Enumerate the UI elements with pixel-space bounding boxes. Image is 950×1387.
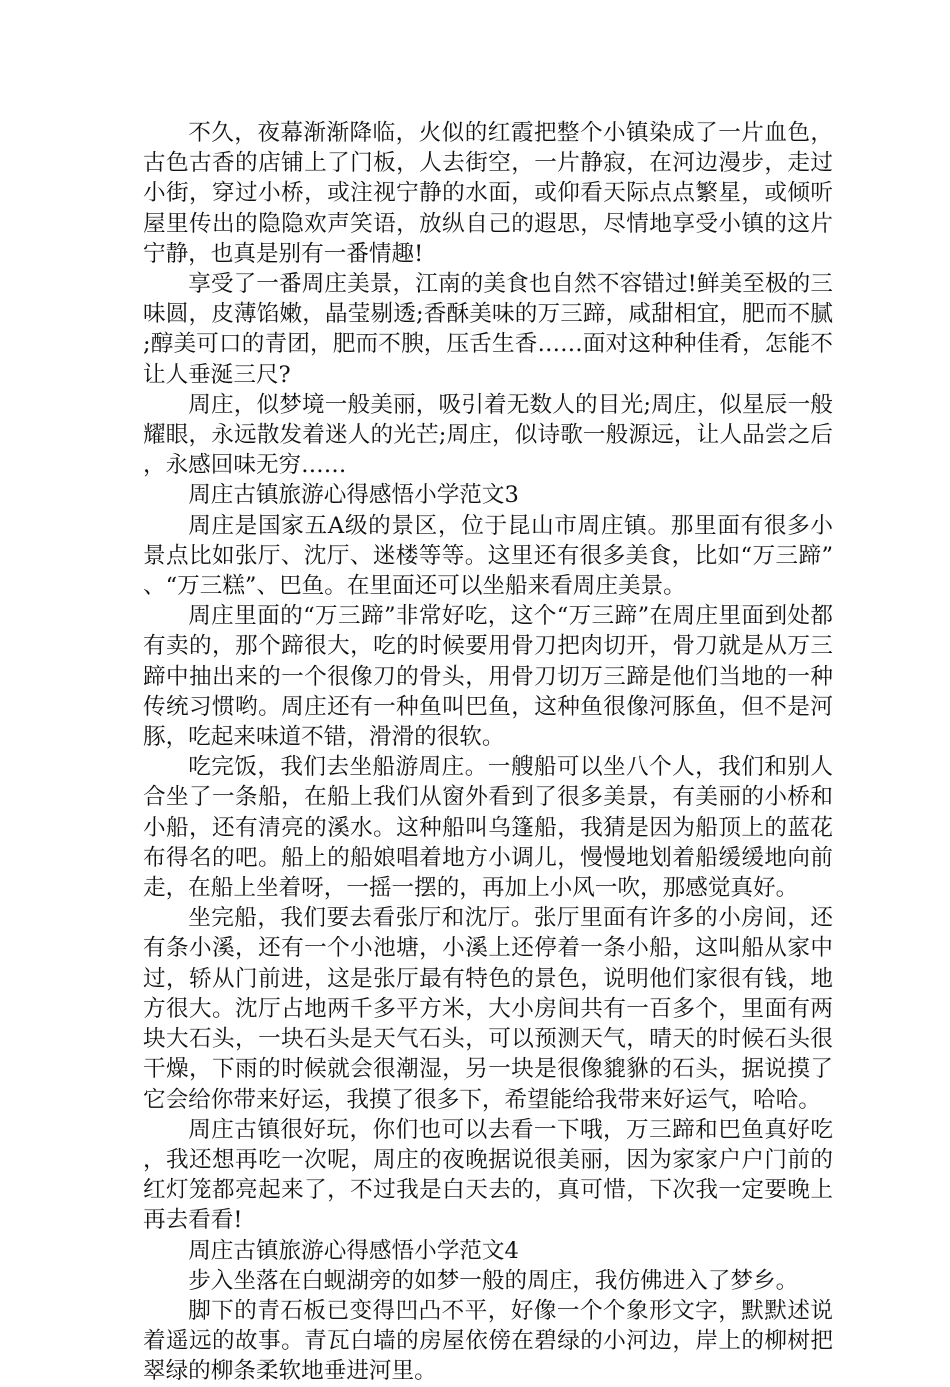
section-heading: 周庄古镇旅游心得感悟小学范文4	[188, 1237, 519, 1264]
section-heading: 周庄古镇旅游心得感悟小学范文3	[188, 482, 519, 509]
paragraph: 周庄，似梦境一般美丽，吸引着无数人的目光;周庄，似星辰一般耀眼，永远散发着迷人的光芒;周庄，似诗歌一般源远，让人品尝之后，永感回味无穷……	[143, 391, 833, 479]
paragraph: 坐完船，我们要去看张厅和沈厅。张厅里面有许多的小房间，还有条小溪，还有一个小池塘，小溪上还停着一条小船，这叫船从家中过，轿从门前进，这是张厅最有特色的景色，说明他们家很有钱，地方很大。沈厅占地两千多平方米，大小房间共有一百多个，里面有两块大石头，一块石头是天气石头，可以预测天气，晴天的时候石头很干燥，下雨的时候就会很潮湿，另一块是很像貔貅的石头，据说摸了它会给你带来好运，我摸了很多下，希望能给我带来好运气，哈哈。	[143, 905, 833, 1113]
paragraph: 周庄是国家五A级的景区，位于昆山市周庄镇。那里面有很多小景点比如张厅、沈厅、迷楼等等。这里还有很多美食，比如“万三蹄”、“万三糕”、巴鱼。在里面还可以坐船来看周庄美景。	[143, 512, 833, 600]
paragraph: 享受了一番周庄美景，江南的美食也自然不容错过!鲜美至极的三味圆，皮薄馅嫩，晶莹剔透;香酥美味的万三蹄，咸甜相宜，肥而不腻;醇美可口的青团，肥而不腴，压舌生香……面对这种种佳肴，怎能不让人垂涎三尺?	[143, 271, 833, 388]
document-body	[143, 118, 833, 1387]
paragraph: 周庄古镇很好玩，你们也可以去看一下哦，万三蹄和巴鱼真好吃，我还想再吃一次呢，周庄的夜晚据说很美丽，因为家家户户门前的红灯笼都亮起来了，不过我是白天去的，真可惜，下次我一定要晚上再去看看!	[143, 1116, 833, 1234]
paragraph: 脚下的青石板已变得凹凸不平，好像一个个象形文字，默默述说着遥远的故事。青瓦白墙的房屋依傍在碧绿的小河边，岸上的柳树把翠绿的柳条柔软地垂进河里。	[143, 1297, 833, 1385]
paragraph: 吃完饭，我们去坐船游周庄。一艘船可以坐八个人，我们和别人合坐了一条船，在船上我们从窗外看到了很多美景，有美丽的小桥和小船，还有清亮的溪水。这种船叫乌篷船，我猜是因为船顶上的蓝花布得名的吧。船上的船娘唱着地方小调儿，慢慢地划着船缓缓地向前走，在船上坐着呀，一摇一摆的，再加上小风一吹，那感觉真好。	[143, 754, 833, 902]
paragraph: 不久，夜幕渐渐降临，火似的红霞把整个小镇染成了一片血色，古色古香的店铺上了门板，人去街空，一片静寂，在河边漫步，走过小街，穿过小桥，或注视宁静的水面，或仰看天际点点繁星，或倾听屋里传出的隐隐欢声笑语，放纵自己的遐思，尽情地享受小镇的这片宁静，也真是别有一番情趣!	[143, 120, 833, 267]
paragraph: 周庄里面的“万三蹄”非常好吃，这个“万三蹄”在周庄里面到处都有卖的，那个蹄很大，吃的时候要用骨刀把肉切开，骨刀就是从万三蹄中抽出来的一个很像刀的骨头，用骨刀切万三蹄是他们当地的一种传统习惯哟。周庄还有一种鱼叫巴鱼，这种鱼很像河豚鱼，但不是河豚，吃起来味道不错，滑滑的很软。	[143, 603, 833, 751]
paragraph: 步入坐落在白蚬湖旁的如梦一般的周庄，我仿佛进入了梦乡。	[188, 1267, 799, 1294]
